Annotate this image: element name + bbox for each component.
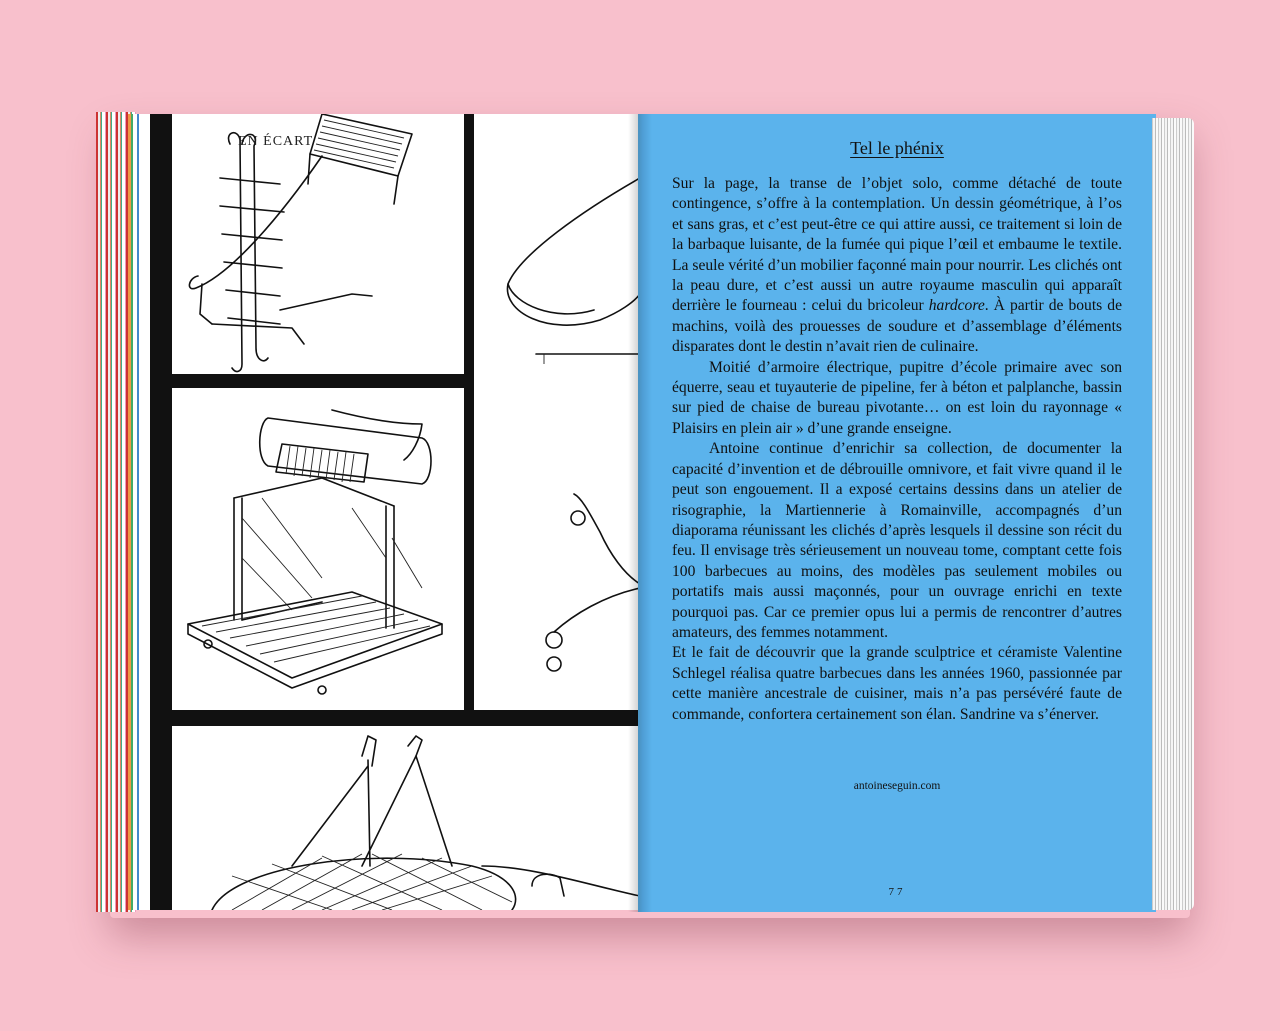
book-gutter	[628, 114, 652, 912]
left-page	[128, 114, 640, 910]
article-body	[672, 174, 1122, 725]
rack-grill-drawing	[172, 114, 464, 374]
panel-chair-base	[474, 364, 640, 710]
frame-mid-horizontal	[150, 374, 474, 388]
panel-barrel-grill	[172, 388, 464, 710]
frame-left-bar	[150, 114, 172, 910]
website-url[interactable]: antoineseguin.com	[853, 780, 941, 792]
page-number: 77	[888, 886, 906, 898]
emphasis-hardcore: hardcore	[928, 297, 985, 315]
round-grill-drawing	[172, 726, 640, 910]
paragraph-4: Et le fait de découvrir que la grande sculptrice et céramiste Valentine Schlegel réalisa quatre barbecues dans les années 1960, passionnée par cette manière ancestrale de cuisiner, mais n’a pas persévéré faute de commande, confortera certainement son élan. Sandrine va s’énerver.	[672, 644, 1122, 723]
paragraph-1: Sur la page, la transe de l’objet solo, comme détaché de toute contingence, s’offre à la contemplation. Un dessin géométrique, à l’os et sans gras, et c’est peut-être ce qui attire aussi, ce traitement si loin de la barbaque luisante, de la fumée qui pique l’œil et embaume le textile. La seule vérité d’un mobilier façonné main pour nourrir. Les clichés ont la peau dure, et c’est aussi un autre royaume masculin qui apparaît derrière le fourneau : celui du bricoleur hardcore. À partir de bouts de machins, voilà des prouesses de soudure et d’assemblage d’éléments disparates dont le destin n’avait rien de culinaire.	[672, 175, 1122, 356]
frame-lower-horizontal	[150, 710, 640, 726]
page-title: Tel le phénix	[850, 138, 944, 158]
right-page-edges	[1152, 118, 1194, 910]
running-head: EN ÉCART	[238, 134, 314, 149]
paragraph-2: Moitié d’armoire électrique, pupitre d’école primaire avec son équerre, seau et tuyauterie de pipeline, fer à béton et palplanche, bassin sur pied de chaise de bureau pivotante… on est loin du rayonnage « Plaisirs en plein air » d’une grande enseigne.	[672, 358, 1122, 437]
right-page	[638, 114, 1156, 912]
panel-round-grill	[172, 726, 640, 910]
panel-rack-grill	[172, 114, 464, 374]
left-color-strip	[128, 114, 150, 910]
barrel-grill-drawing	[172, 388, 464, 710]
paragraph-3: Antoine continue d’enrichir sa collection, de documenter la capacité d’invention et de débrouille omnivore, et fait vivre quand il le peut son engouement. Il a exposé certains dessins dans un atelier de risographie, la Martiennerie à Romainville, accompagnés d’un diaporama réunissant les clichés d’après lesquels il dessine son récit du feu. Il envisage très sérieusement un nouveau tome, comptant cette fois 100 barbecues au moins, des modèles pas seulement mobiles ou portatifs mais aussi maçonnés, pour un ouvrage enrichi en texte pourquoi pas. Car ce premier opus lui a permis de rencontrer d’autres amateurs, des femmes notamment.	[672, 440, 1122, 641]
office-chair-base-drawing	[474, 364, 640, 710]
frame-top-right-divider	[464, 114, 474, 726]
